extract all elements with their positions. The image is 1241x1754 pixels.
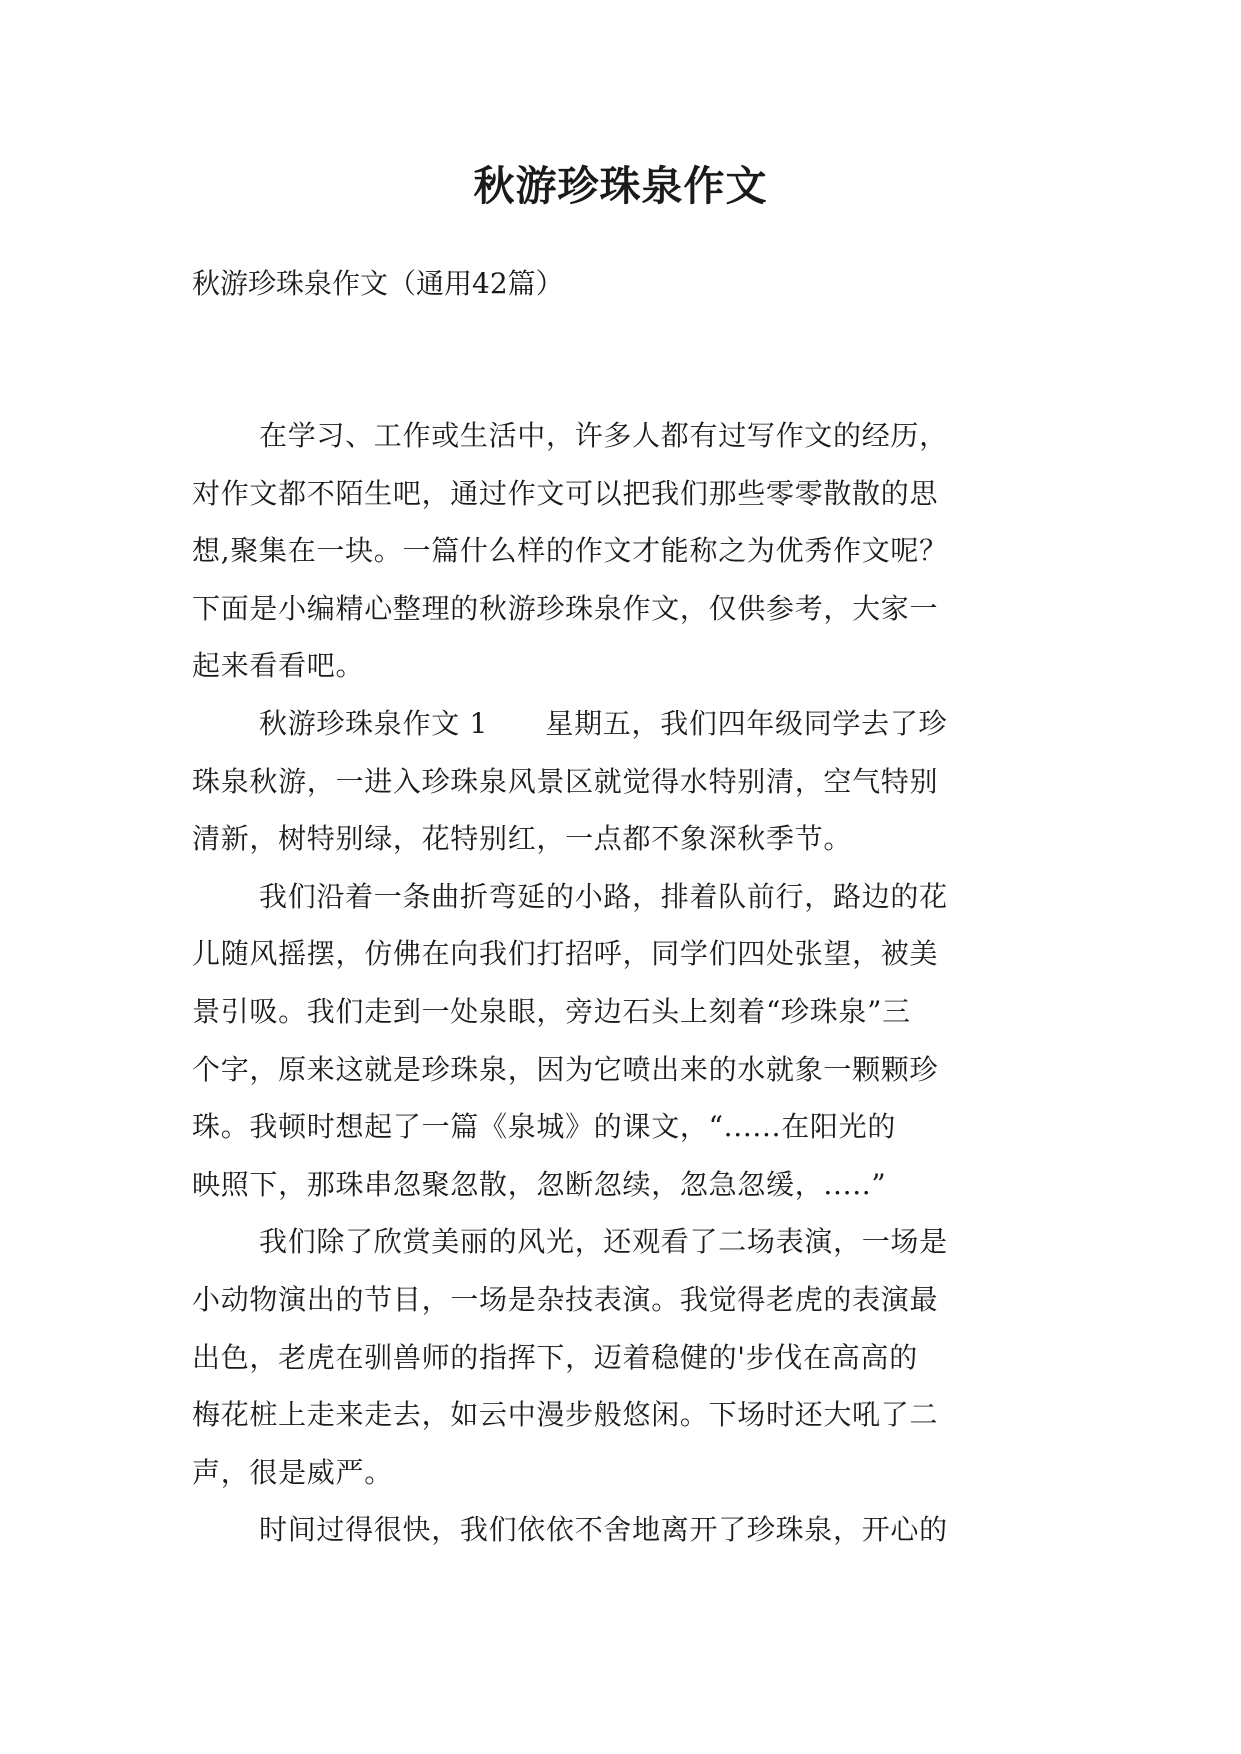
paragraph-line: 起来看看吧。 bbox=[192, 649, 365, 683]
paragraph-intro bbox=[192, 407, 1072, 695]
paragraph-performances bbox=[192, 1213, 1072, 1501]
paragraph-line: 秋游珍珠泉作文 1 星期五，我们四年级同学去了珍 bbox=[259, 706, 948, 740]
document-subtitle: 秋游珍珠泉作文（通用42篇） bbox=[192, 267, 564, 300]
paragraph-line: 我们除了欣赏美丽的风光，还观看了二场表演，一场是 bbox=[259, 1225, 948, 1259]
paragraph-line: 下面是小编精心整理的秋游珍珠泉作文，仅供参考，大家一 bbox=[192, 591, 939, 625]
paragraph-line: 出色，老虎在驯兽师的指挥下，迈着稳健的'步伐在高高的 bbox=[192, 1340, 918, 1374]
paragraph-line: 个字，原来这就是珍珠泉，因为它喷出来的水就象一颗颗珍 bbox=[192, 1052, 939, 1086]
paragraph-essay-1-opening bbox=[192, 695, 1072, 868]
paragraph-line: 时间过得很快，我们依依不舍地离开了珍珠泉，开心的 bbox=[259, 1513, 948, 1547]
paragraph-line: 映照下，那珠串忽聚忽散，忽断忽续，忽急忽缓，.....” bbox=[192, 1167, 887, 1201]
document-title: 秋游珍珠泉作文 bbox=[473, 162, 768, 210]
paragraph-line: 我们沿着一条曲折弯延的小路，排着队前行，路边的花 bbox=[259, 879, 948, 913]
paragraph-line: 小动物演出的节目，一场是杂技表演。我觉得老虎的表演最 bbox=[192, 1282, 939, 1316]
paragraph-line: 景引吸。我们走到一处泉眼，旁边石头上刻着“珍珠泉”三 bbox=[192, 994, 911, 1028]
paragraph-line: 梅花桩上走来走去，如云中漫步般悠闲。下场时还大吼了二 bbox=[192, 1398, 939, 1432]
paragraph-line: 清新，树特别绿，花特别红，一点都不象深秋季节。 bbox=[192, 822, 853, 856]
paragraph-line: 想,聚集在一块。一篇什么样的作文才能称之为优秀作文呢？ bbox=[192, 534, 948, 568]
document-body bbox=[192, 407, 1072, 1559]
paragraph-line: 对作文都不陌生吧，通过作文可以把我们那些零零散散的思 bbox=[192, 476, 939, 510]
paragraph-pearl-spring bbox=[192, 868, 1072, 1214]
paragraph-line: 在学习、工作或生活中，许多人都有过写作文的经历， bbox=[259, 419, 948, 452]
paragraph-line: 声，很是威严。 bbox=[192, 1455, 393, 1489]
paragraph-line: 珠泉秋游，一进入珍珠泉风景区就觉得水特别清，空气特别 bbox=[192, 764, 939, 798]
paragraph-departure bbox=[192, 1501, 1072, 1559]
paragraph-line: 珠。我顿时想起了一篇《泉城》的课文，“......在阳光的 bbox=[192, 1110, 897, 1144]
paragraph-line: 儿随风摇摆，仿佛在向我们打招呼，同学们四处张望，被美 bbox=[192, 937, 939, 971]
